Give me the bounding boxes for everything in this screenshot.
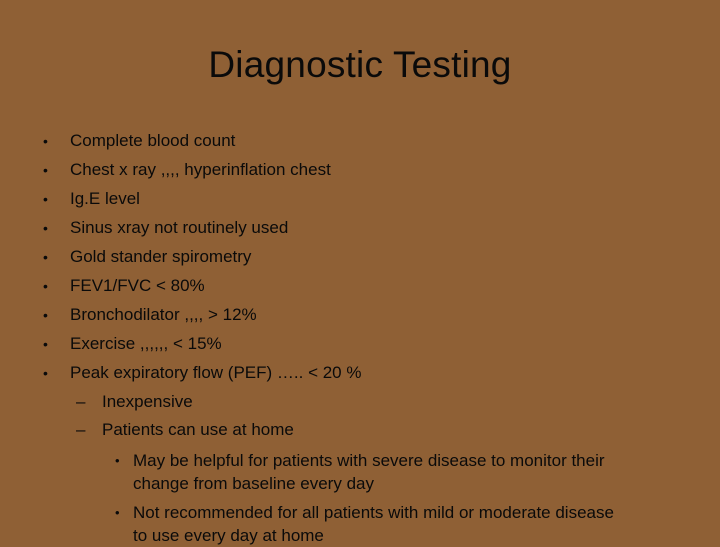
bullet-text: Sinus xray not routinely used bbox=[70, 218, 289, 237]
dash-marker: – bbox=[76, 392, 86, 411]
dash-marker: – bbox=[76, 420, 86, 439]
bullet-dot: • bbox=[43, 336, 48, 352]
third-level-text-line2: to use every day at home bbox=[133, 526, 324, 545]
bullet-text: Exercise ,,,,,, < 15% bbox=[70, 334, 222, 353]
third-level-text-line1: May be helpful for patients with severe disease to monitor their bbox=[133, 451, 605, 470]
bullet-text: Ig.E level bbox=[70, 189, 140, 208]
bullet-text: Bronchodilator ,,,, > 12% bbox=[70, 305, 257, 324]
third-level-text-line1: Not recommended for all patients with mild or moderate disease bbox=[133, 503, 614, 522]
bullet-dot: • bbox=[43, 365, 48, 381]
bullet-dot: • bbox=[115, 505, 120, 520]
third-level-text-line2: change from baseline every day bbox=[133, 474, 374, 493]
bullet-dot: • bbox=[43, 191, 48, 207]
bullet-text: Complete blood count bbox=[70, 131, 236, 150]
bullet-dot: • bbox=[43, 307, 48, 323]
slide-title: Diagnostic Testing bbox=[208, 44, 512, 85]
bullet-dot: • bbox=[43, 133, 48, 149]
bullet-text: FEV1/FVC < 80% bbox=[70, 276, 205, 295]
bullet-dot: • bbox=[43, 278, 48, 294]
sub-bullet-text: Patients can use at home bbox=[102, 420, 294, 439]
bullet-dot: • bbox=[43, 162, 48, 178]
bullet-dot: • bbox=[115, 453, 120, 468]
bullet-text: Gold stander spirometry bbox=[70, 247, 252, 266]
bullet-text: Peak expiratory flow (PEF) ….. < 20 % bbox=[70, 363, 362, 382]
bullet-dot: • bbox=[43, 249, 48, 265]
sub-bullet-text: Inexpensive bbox=[102, 392, 193, 411]
bullet-dot: • bbox=[43, 220, 48, 236]
bullet-text: Chest x ray ,,,, hyperinflation chest bbox=[70, 160, 331, 179]
